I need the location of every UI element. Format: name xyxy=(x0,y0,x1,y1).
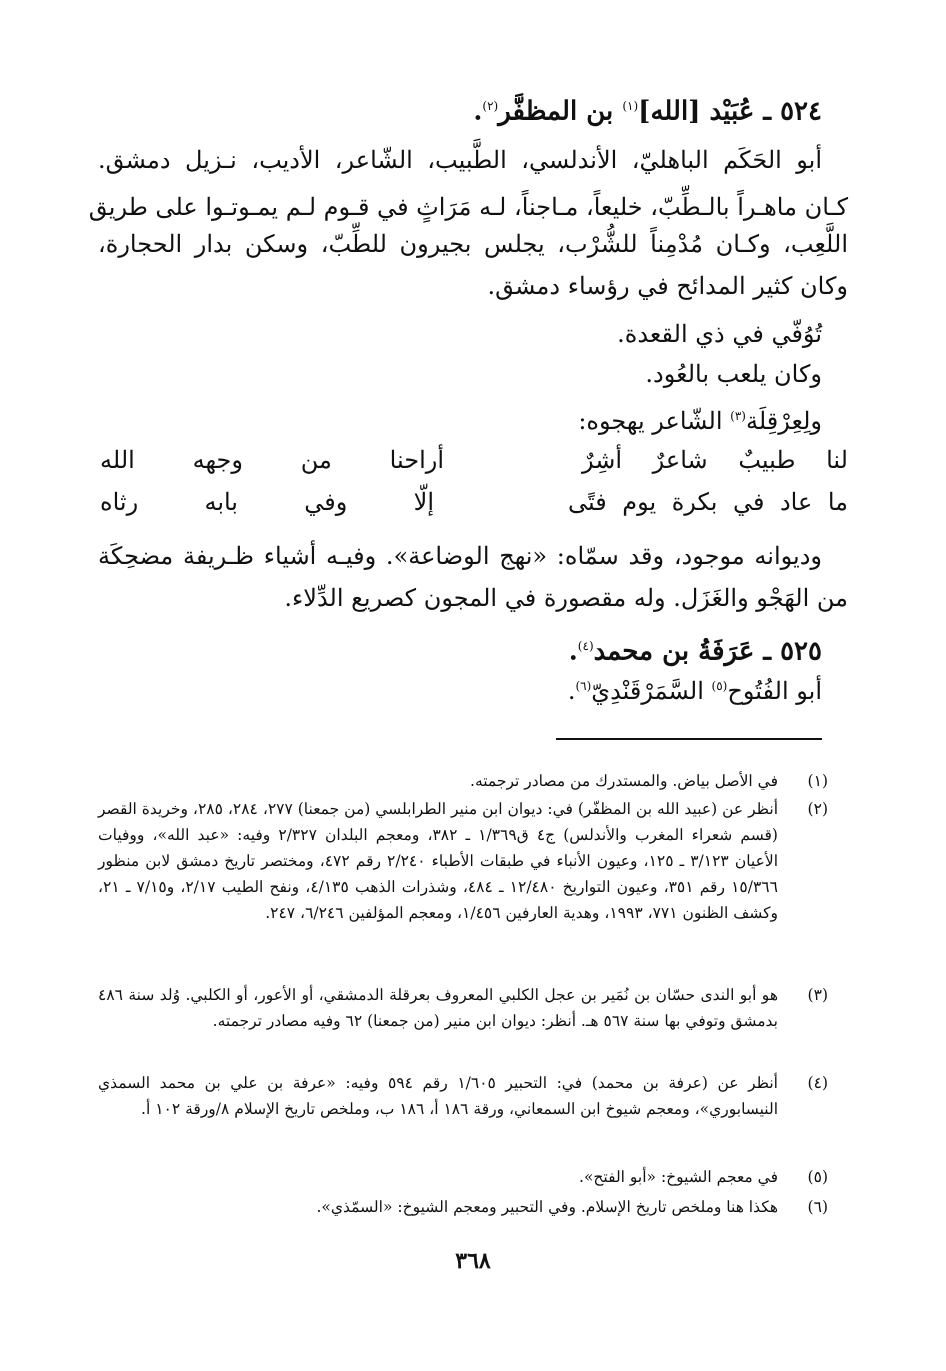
body-line-4: وكان كثير المدائح في رؤساء دمشق. xyxy=(487,272,848,300)
death-note: تُوُفّي في ذي القعدة. xyxy=(617,320,822,348)
verse-2-second-half: إلّا وفي بابه رثاه xyxy=(100,488,434,516)
diwan-line-1: وديوانه موجود، وقد سمّاه: «نهج الوضاعة». وفيـه أشياء ظـريفة مضحِكَة xyxy=(98,542,822,570)
body-line-1: أبو الحَكَم الباهليّ، الأندلسي، الطَّبيب، الشّاعر، الأديب، نـزيل دمشق. xyxy=(98,146,822,174)
footnote-rule xyxy=(556,738,822,740)
entry-525-name: أبو الفُتُوح$^{(٥)}$ السَّمَرْقَنْدِيّ$^{(٦)}$. xyxy=(567,677,822,705)
diwan-line-2: من الهَجْو والغَزَل. وله مقصورة في المجون كصريع الدِّلاء. xyxy=(284,584,848,612)
body-line-3: اللَّعِب، وكـان مُدْمِناً للشُّرْب، يجلس بجيرون للطِّبّ، وسكن بدار الحجارة، xyxy=(98,230,848,258)
footnote-3: (٣) هو أبو الندى حسّان بن نُمَير بن عجل الكلبي المعروف بعرقلة الدمشقي، أو الأعور، أو الكلبي. وُلد سنة ٤٨٦ بدمشق وتوفي بها سنة ٥٦٧ هـ. أنظر: ديوان ابن منير (من جمعنا) ٦٢ وفيه مصادر ترجمته. xyxy=(98,986,828,1030)
footnote-2: (٢) أنظر عن (عبيد الله بن المظفّر) في: ديوان ابن منير الطرابلسي (من جمعنا) ٢٧٧، ٢٨٤، ٢٨٥، وخريدة القصر (قسم شعراء المغرب والأندلس) ج٤ ق١/٣٦٩ ـ ٣٨٢، ومعجم البلدان ٢/٣٢٧ وفيه: «عبد الله»، ووفيات الأعيان ٣/١٢٣ ـ ١٢٥، وعيون الأنباء في طبقات الأطباء ٢/٢٤٠ رقم ٤٧٢، ومختصر تاريخ دمشق لابن منظور ١٥/٣٦٦ رقم ٣٥١، وعيون التواريخ ١٢/٤٨٠ ـ ٤٨٤، وشذرات الذهب ٤/١٣٥، ونفح الطيب ٢/١٧، و٧/١٥ ـ ٢١، وكشف الظنون ٧٧١، ١٩٩٣، وهدية العارفين ١/٤٥٦، ومعجم المؤلفين ٦/٢٤٦، ٢٤٧. xyxy=(98,800,828,922)
footnote-4: (٤) أنظر عن (عرفة بن محمد) في: التحبير ١/٦٠٥ رقم ٥٩٤ وفيه: «عرفة بن علي بن محمد السمذي النيسابوري»، ومعجم شيوخ ابن السمعاني، ورقة ١٨٦ أ، ١٨٦ ب، وملخص تاريخ الإسلام ٨/ورقة ١٠٢ أ. xyxy=(98,1074,828,1118)
verse-2-first-half: ما عاد في بكرة يوم فتًى xyxy=(568,488,848,516)
verse-1-second-half: أراحنا من وجهه الله xyxy=(100,446,444,474)
entry-524-heading: ٥٢٤ ـ عُبَيْد [الله]$^{(١)}$ بن المظفَّر$^{(٢)}$. xyxy=(473,96,822,127)
oud-note: وكان يلعب بالعُود. xyxy=(645,360,822,388)
poet-intro: ولِعِرْقِلَة$^{(٣)}$ الشّاعر يهجوه: xyxy=(578,407,822,435)
footnote-6: (٦) هكذا هنا وملخص تاريخ الإسلام. وفي التحبير ومعجم الشيوخ: «السمّذي». xyxy=(316,1198,828,1216)
footnote-5: (٥) في معجم الشيوخ: «أبو الفتح». xyxy=(579,1168,828,1186)
footnote-1: (١) في الأصل بياض. والمستدرك من مصادر ترجمته. xyxy=(470,772,828,790)
page-number: ٣٦٨ xyxy=(455,1248,491,1274)
body-line-2: كـان ماهـراً بالـطِّبّ، خليعاً، مـاجناً، لـه مَرَاثٍ في قـوم لـم يمـوتـوا على طريق xyxy=(88,193,848,221)
verse-1-first-half: لنا طبيبٌ شاعرٌ أشِرٌ xyxy=(582,446,848,474)
entry-525-heading: ٥٢٥ ـ عَرَفَةُ بن محمد$^{(٤)}$. xyxy=(568,636,822,667)
